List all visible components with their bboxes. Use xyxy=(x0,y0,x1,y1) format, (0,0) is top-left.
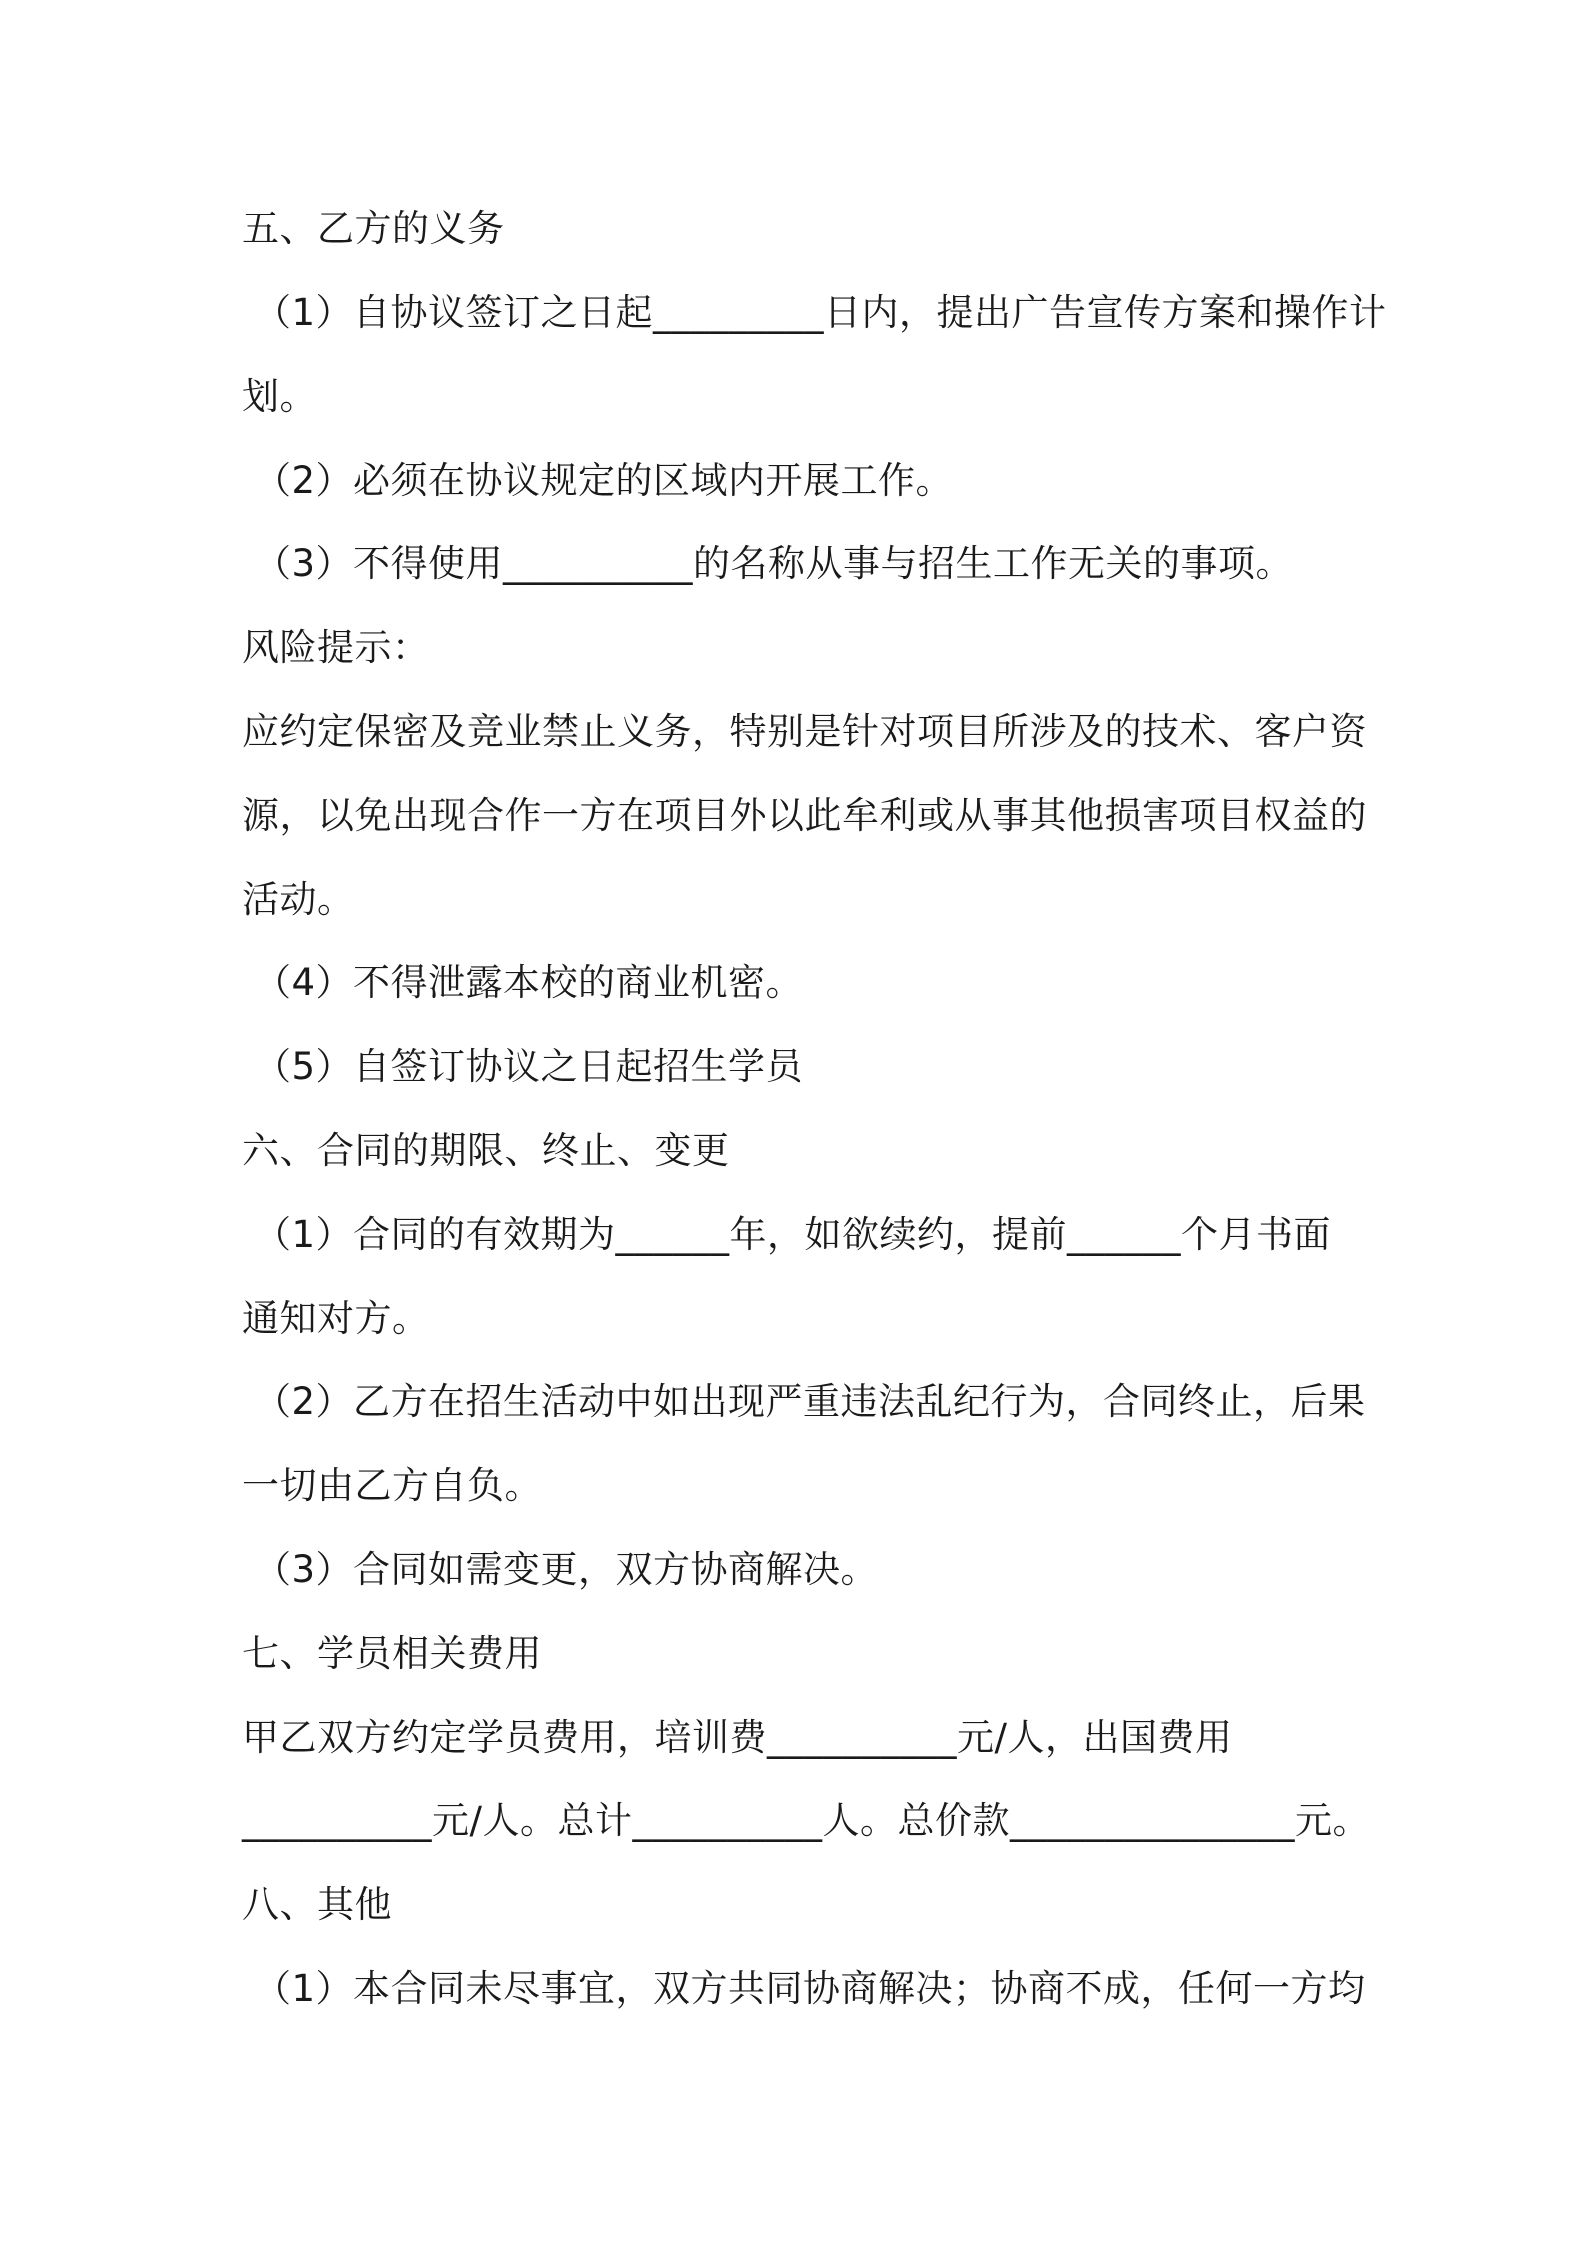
clause-5-3: （3）不得使用__________的名称从事与招生工作无关的事项。 xyxy=(254,542,1294,585)
risk-tip-text-3: 活动。 xyxy=(242,878,355,921)
risk-tip-text-1: 应约定保密及竞业禁止义务，特别是针对项目所涉及的技术、客户资 xyxy=(242,710,1367,753)
risk-tip-text-2: 源，以免出现合作一方在项目外以此牟利或从事其他损害项目权益的 xyxy=(242,794,1367,837)
clause-6-3: （3）合同如需变更，双方协商解决。 xyxy=(254,1548,879,1591)
section-heading-8: 八、其他 xyxy=(242,1883,392,1926)
clause-5-1-continued: 划。 xyxy=(242,375,317,418)
clause-5-2: （2）必须在协议规定的区域内开展工作。 xyxy=(254,459,954,502)
clause-6-2-continued: 一切由乙方自负。 xyxy=(242,1464,542,1507)
clause-6-1: （1）合同的有效期为______年，如欲续约，提前______个月书面 xyxy=(254,1213,1332,1256)
fees-text-1: 甲乙双方约定学员费用，培训费__________元/人，出国费用 xyxy=(242,1716,1233,1759)
clause-8-1: （1）本合同未尽事宜，双方共同协商解决；协商不成，任何一方均 xyxy=(254,1967,1366,2010)
clause-5-5: （5）自签订协议之日起招生学员 xyxy=(254,1045,804,1088)
risk-tip-label: 风险提示： xyxy=(242,626,430,669)
fees-text-2: __________元/人。总计__________人。总价款_______________元。 xyxy=(242,1799,1370,1842)
section-heading-6: 六、合同的期限、终止、变更 xyxy=(242,1129,730,1172)
clause-5-1: （1）自协议签订之日起_________日内，提出广告宣传方案和操作计 xyxy=(254,291,1387,334)
clause-6-1-continued: 通知对方。 xyxy=(242,1297,430,1340)
section-heading-5: 五、乙方的义务 xyxy=(242,207,505,250)
clause-5-4: （4）不得泄露本校的商业机密。 xyxy=(254,961,804,1004)
clause-6-2: （2）乙方在招生活动中如出现严重违法乱纪行为，合同终止，后果 xyxy=(254,1380,1366,1423)
section-heading-7: 七、学员相关费用 xyxy=(242,1632,542,1675)
